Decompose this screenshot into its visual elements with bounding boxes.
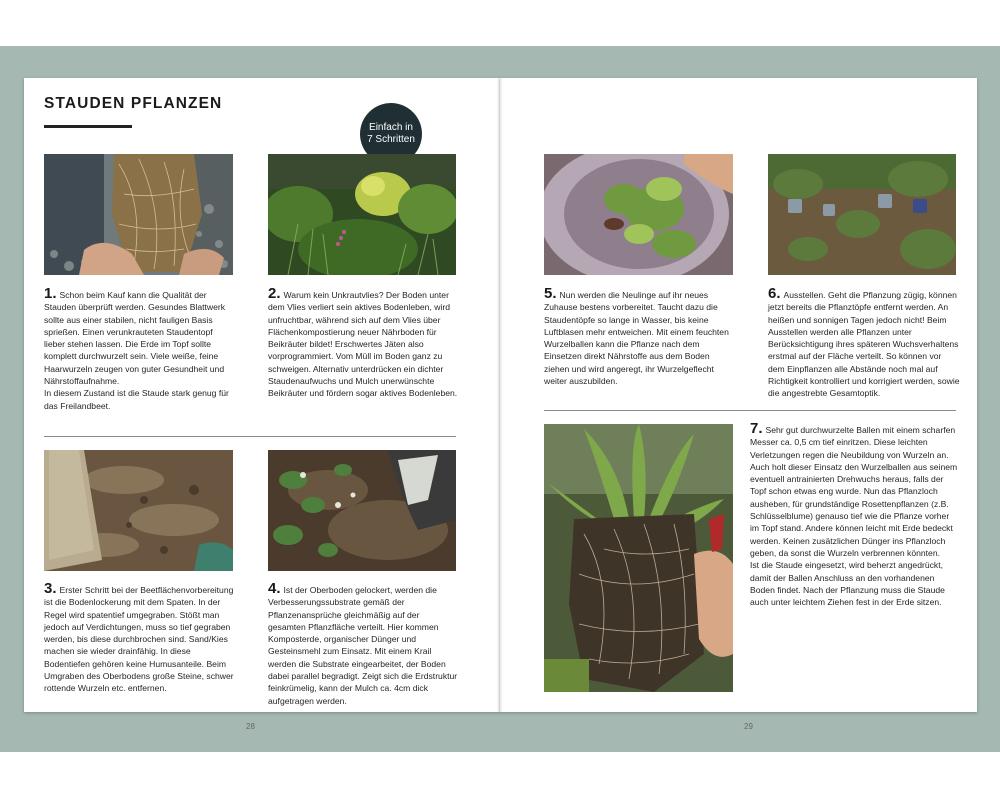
page-number-left: 28 [246, 722, 255, 731]
book-spine [497, 78, 503, 712]
title-underline [44, 125, 132, 128]
photo-step-1-root-ball [44, 154, 233, 275]
step-2-paragraph-1: Warum kein Unkrautvlies? Der Boden unter dem Vlies verliert sein aktives Bodenleben, wird unfruchtbar, während sich auf dem Vlies über Flächenkompostierung neuer Nährboden für Beikräuter bildet! Erschwertes Jäten also vorprogrammiert. Vom Müll im Boden ganz zu schweigen. Alternativ unterdrücken ein dichter Staudenaufwuchs und Mulch unerwünschte Beikräuter und fördern sogar aktives Bodenleben. [268, 290, 458, 399]
photo-step-7-plant-root-ball [544, 424, 733, 692]
step-2-number: 2. [268, 285, 281, 302]
step-6-text [768, 285, 960, 400]
step-7-paragraph-1: Sehr gut durchwurzelte Ballen mit einem scharfen Messer ca. 0,5 cm tief einritzen. Diese leichten Verletzungen regen die Neubildung von Wurzeln an. Auch holt dieser Einsatz den Wurzelballen aus seinem eventuell antrainierten Drehwuchs heraus, falls der Topf schon etwas eng wurde. Nun das Pflanzloch ausheben, für grundständige Rosettenpflanzen (z.B. Schlüsselblume) genauso tief wie die Pflanze vorher im Topf stand. Andere können leicht mit Erde bedeckt werden. Keinen zusätzlichen Dünger ins Pflanzloch geben, da sonst die Wurzeln verbrennen könnten. [750, 425, 958, 558]
step-7-number: 7. [750, 420, 763, 437]
photo-step-6-pots-on-bed [768, 154, 956, 275]
step-6-number: 6. [768, 285, 781, 302]
step-1-paragraph-1: Schon beim Kauf kann die Qualität der Stauden überprüft werden. Gesundes Blattwerk sollte aus einer stabilen, nicht fauligen Basis sprießen. Einen verunkrauteten Staudentopf lieber stehen lassen. Die Erde im Topf sollte komplett durchwurzelt sein. Viele weiße, feine Haarwurzeln zeugen von guter Gesundheit und Nährstoffaufnahme. [44, 290, 226, 387]
photo-step-3-soil-spade [44, 450, 233, 571]
step-3-number: 3. [44, 580, 57, 597]
photo-step-4-compost [268, 450, 456, 571]
step-1-paragraph-2: In diesem Zustand ist die Staude stark genug für das Freilandbeet. [44, 388, 229, 411]
step-1-text [44, 285, 236, 412]
photo-step-5-water-pot [544, 154, 733, 275]
right-divider [544, 410, 956, 411]
step-3-text [44, 580, 236, 695]
step-3-paragraph-1: Erster Schritt bei der Beetflächenvorbereitung ist die Bodenlockerung mit dem Spaten. In der Regel wird spatentief umgegraben. Stößt man jedoch auf Verdichtungen, muss so tief gegraben werden, bis diese durchbrochen sind. Sand/Kies machen sie wieder drainfähig. In diese Bodentiefen gehören keine Humusanteile. Beim Umgraben des Oberbodens große Steine, schwer rottende Wurzeln etc. entfernen. [44, 585, 234, 694]
step-4-number: 4. [268, 580, 281, 597]
page-title: STAUDEN PFLANZEN [44, 95, 223, 112]
step-5-number: 5. [544, 285, 557, 302]
step-4-paragraph-1: Ist der Oberboden gelockert, werden die Verbesserungssubstrate gemäß der Pflanzenansprüche gleichmäßig auf der gesamten Pflanzfläche verteilt. Hier kommen Komposterde, organischer Dünger und Gesteinsmehl zum Einsatz. Mit einem Krail werden die Substrate eingearbeitet, der Boden dabei parallel begradigt. Zeigt sich die Erdstruktur feinkrümelig, kann der Mulch ca. 4cm dick aufgetragen werden. [268, 585, 458, 706]
step-1-number: 1. [44, 285, 57, 302]
step-2-text [268, 285, 458, 400]
step-5-paragraph-1: Nun werden die Neulinge auf ihr neues Zuhause bestens vorbereitet. Taucht dazu die Staudentöpfe so lange in Wasser, bis keine Luftblasen mehr entweichen. Mit einem feuchten Wurzelballen kann die Pflanze nach dem Einsetzen direkt Nährstoffe aus dem Boden ziehen und wird angeregt, ihr Wurzelgeflecht weiter auszubilden. [544, 290, 729, 387]
step-7-text [750, 420, 958, 608]
step-6-paragraph-1: Ausstellen. Geht die Pflanzung zügig, können jetzt bereits die Pflanztöpfe entfernt werden. An heißen und sonnigen Tagen jedoch nicht! Beim Ausstellen werden alle Pflanzen unter Berücksichtigung ihres späteren Wuchsverhaltens erstmal auf der Fläche verteilt. So können vor dem Einpflanzen alle Abstände noch mal auf Richtigkeit kontrolliert und korrigiert werden, sowie die angestrebte Gesamtoptik. [768, 290, 960, 399]
step-7-paragraph-2: Ist die Staude eingesetzt, wird beherzt angedrückt, damit der Ballen Anschluss an den vorhandenen Boden findet. Nach der Pflanzung muss die Staude auch unter leichtem Ziehen fest in der Erde sitzen. [750, 560, 945, 608]
step-5-text [544, 285, 736, 387]
step-4-text [268, 580, 458, 707]
badge-line-2: 7 Schritten [367, 134, 415, 145]
page-number-right: 29 [744, 722, 753, 731]
badge-line-1: Einfach in [369, 122, 413, 133]
left-divider [44, 436, 456, 437]
photo-step-2-garden-bed [268, 154, 456, 275]
